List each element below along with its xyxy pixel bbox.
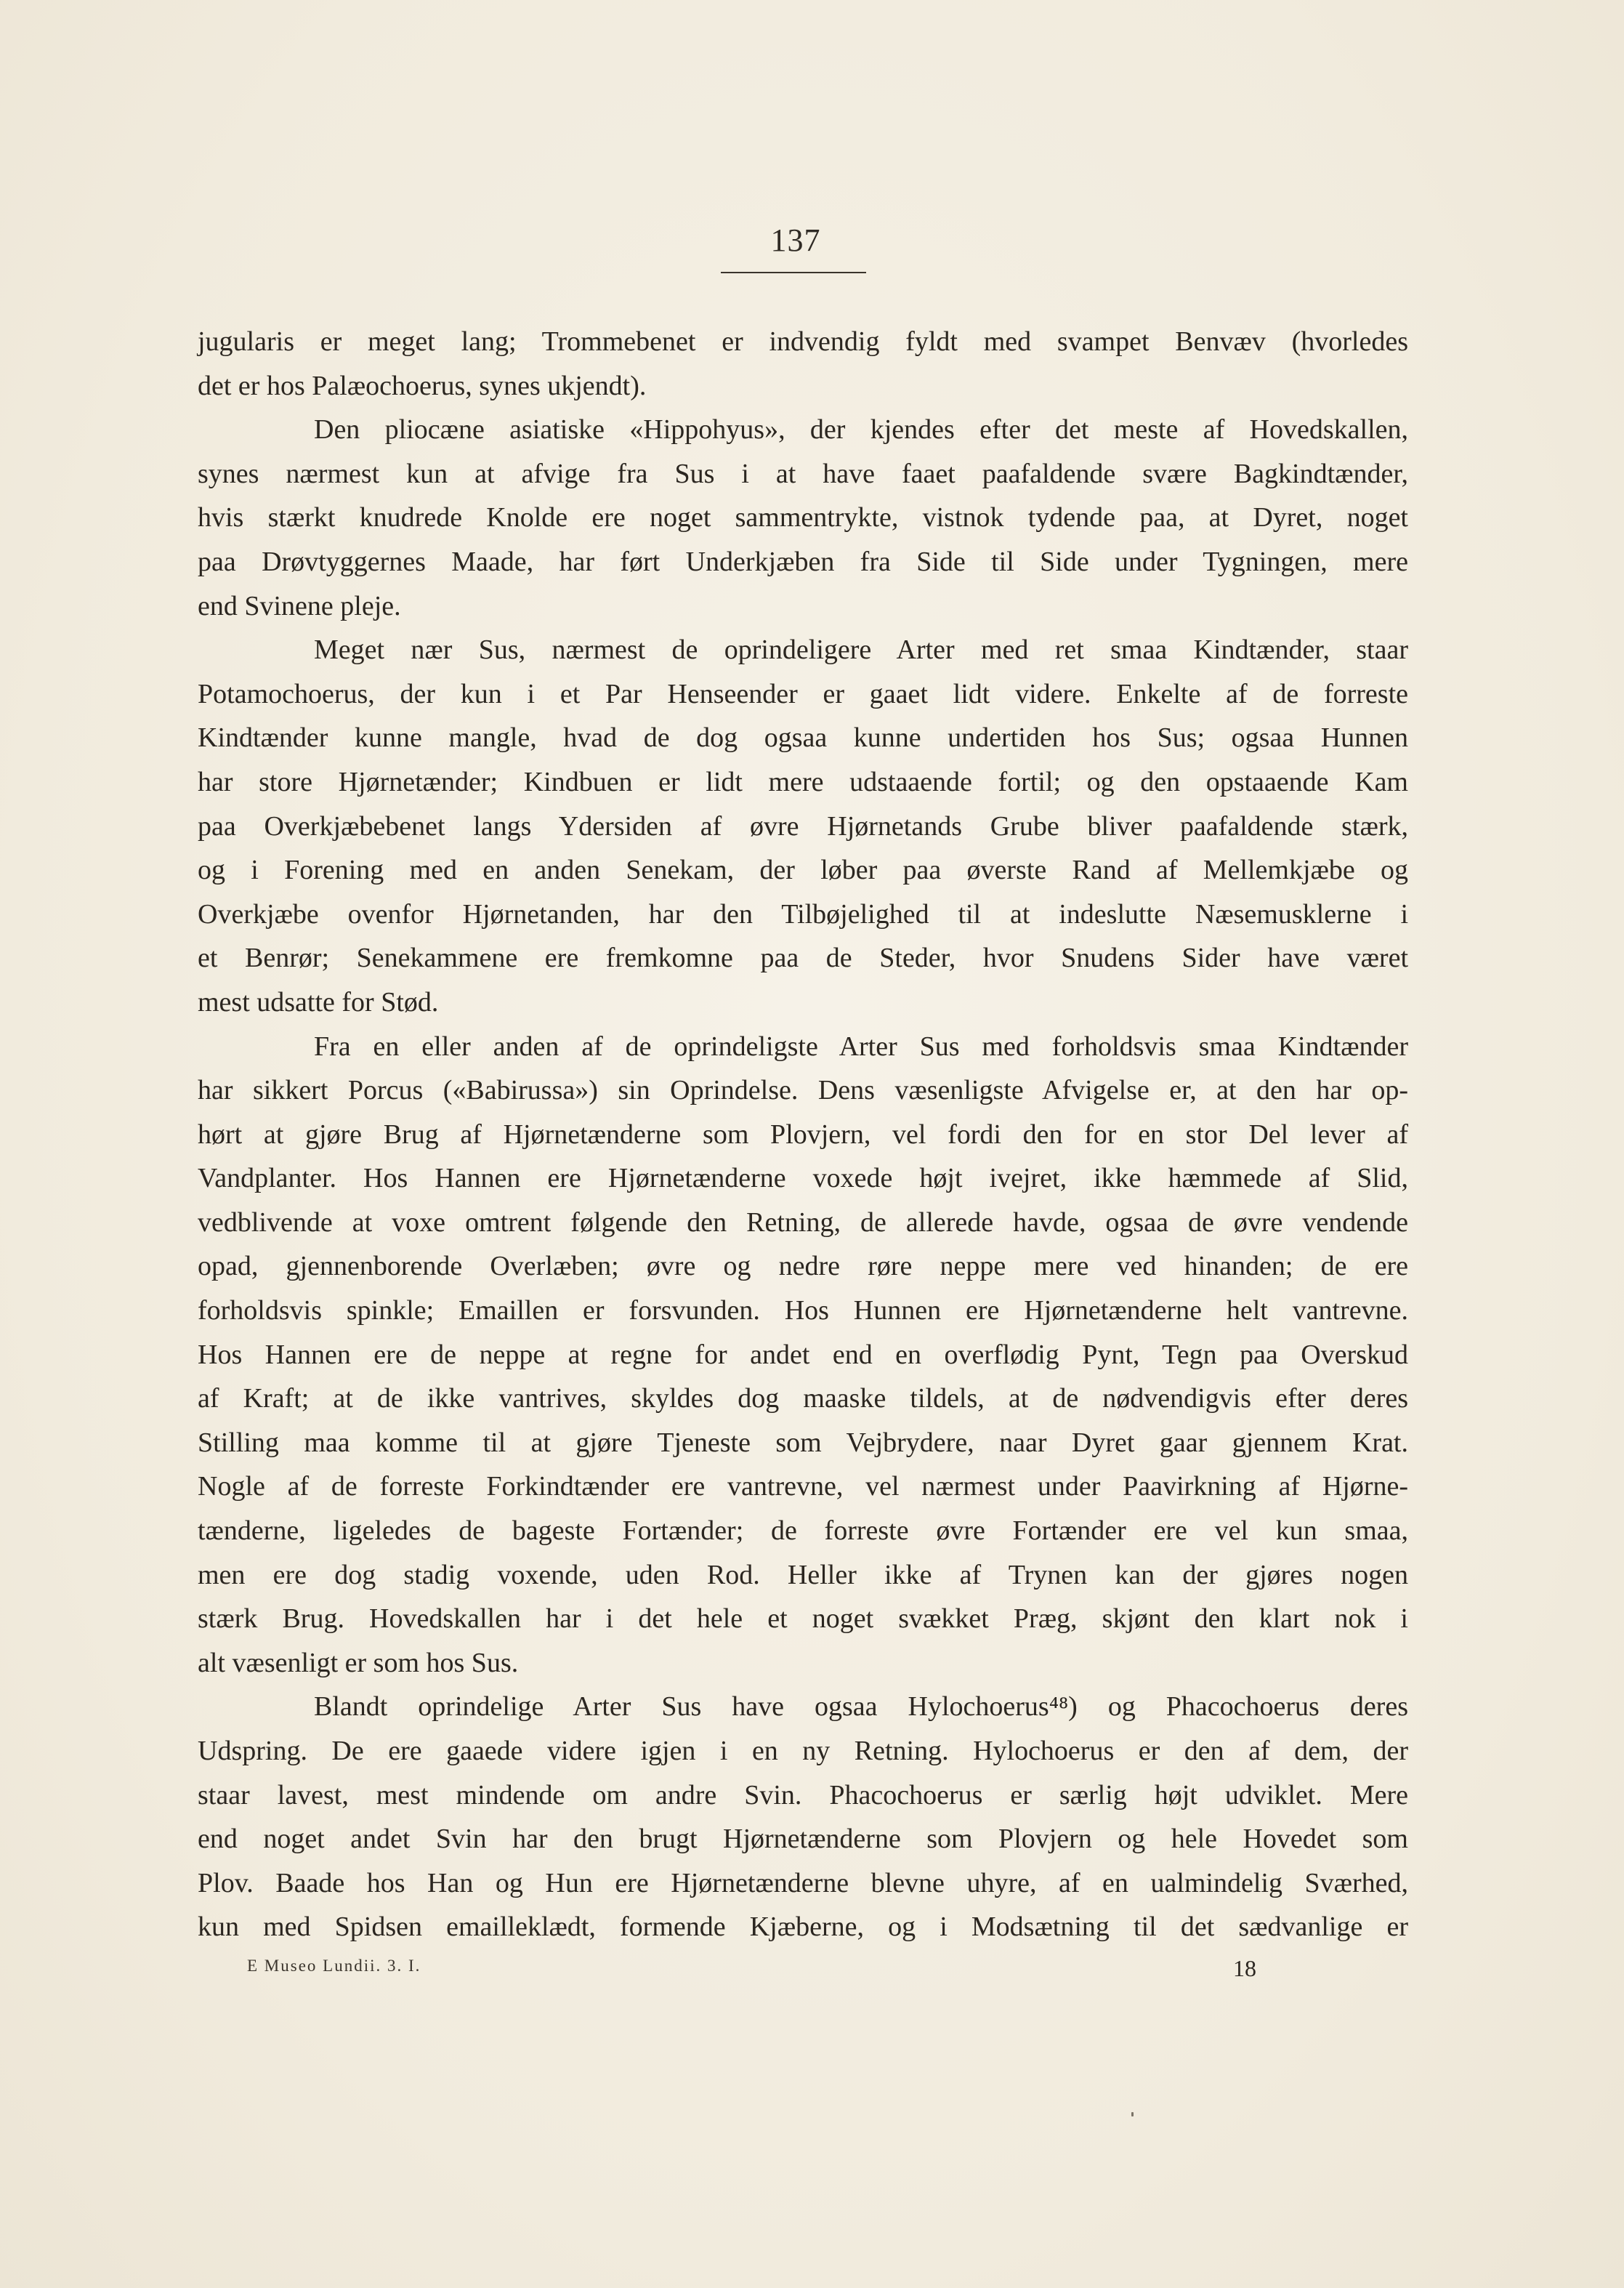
- text-line: Blandt oprindelige Arter Sus have ogsaa Hylochoerus⁴⁸) og Phacochoerus deres: [314, 1691, 1408, 1723]
- text-line: det er hos Palæochoerus, synes ukjendt).: [198, 370, 647, 401]
- text-line: men ere dog stadig voxende, uden Rod. Heller ikke af Trynen kan der gjøres nogen: [198, 1559, 1408, 1590]
- text-line: kun med Spidsen emailleklædt, formende Kjæberne, og i Modsætning til det sædvanlige er: [198, 1912, 1408, 1943]
- text-line: Den pliocæne asiatiske «Hippohyus», der kjendes efter det meste af Hovedskallen,: [314, 414, 1408, 446]
- text-line: end noget andet Svin har den brugt Hjørnetænderne som Plovjern og hele Hovedet som: [198, 1824, 1408, 1855]
- text-line: synes nærmest kun at afvige fra Sus i at have faaet paafaldende svære Bagkindtænder,: [198, 458, 1408, 489]
- text-line: jugularis er meget lang; Trommebenet er indvendig fyldt med svampet Benvæv (hvorledes: [198, 326, 1408, 357]
- text-line: paa Drøvtyggernes Maade, har ført Underkjæben fra Side til Side under Tygningen, mere: [198, 546, 1408, 577]
- text-line: mest udsatte for Stød.: [198, 986, 439, 1018]
- text-line: Nogle af de forreste Forkindtænder ere vantrevne, vel nærmest under Paavirkning af Hjørne-: [198, 1471, 1408, 1502]
- text-line: Vandplanter. Hos Hannen ere Hjørnetænderne voxede højt ivejret, ikke hæmmede af Slid,: [198, 1163, 1408, 1194]
- body-text: [198, 320, 1408, 1949]
- text-line: Stilling maa komme til at gjøre Tjeneste som Vejbrydere, naar Dyret gaar gjennem Krat.: [198, 1427, 1408, 1458]
- text-line: Plov. Baade hos Han og Hun ere Hjørnetænderne blevne uhyre, af en ualmindelig Sværhed,: [198, 1867, 1408, 1898]
- text-line: Meget nær Sus, nærmest de oprindeligere Arter med ret smaa Kindtænder, staar: [314, 635, 1408, 666]
- header-rule: [721, 272, 866, 273]
- text-line: staar lavest, mest mindende om andre Svin. Phacochoerus er særlig højt udviklet. Mere: [198, 1779, 1408, 1810]
- text-line: hvis stærkt knudrede Knolde ere noget sammentrykte, vistnok tydende paa, at Dyret, noget: [198, 502, 1408, 533]
- text-line: Kindtænder kunne mangle, hvad de dog ogsaa kunne undertiden hos Sus; ogsaa Hunnen: [198, 722, 1408, 754]
- text-line: hørt at gjøre Brug af Hjørnetænderne som Plovjern, vel fordi den for en stor Del lever af: [198, 1119, 1408, 1150]
- text-line: Potamochoerus, der kun i et Par Henseender er gaaet lidt videre. Enkelte af de forreste: [198, 678, 1408, 709]
- page-number: 137: [770, 222, 821, 258]
- text-line: tænderne, ligeledes de bageste Fortænder; de forreste øvre Fortænder ere vel kun smaa,: [198, 1515, 1408, 1547]
- text-line: end Svinene pleje.: [198, 590, 401, 621]
- paper-speck: [1131, 2112, 1134, 2116]
- text-line: af Kraft; at de ikke vantrives, skyldes dog maaske tildels, at de nødvendigvis efter deres: [198, 1383, 1408, 1414]
- footer-signature: E Museo Lundii. 3. I.: [247, 1957, 421, 1975]
- text-line: og i Forening med en anden Senekam, der løber paa øverste Rand af Mellemkjæbe og: [198, 855, 1408, 886]
- text-line: alt væsenligt er som hos Sus.: [198, 1647, 519, 1678]
- text-line: har store Hjørnetænder; Kindbuen er lidt mere udstaaende fortil; og den opstaaende Kam: [198, 766, 1408, 797]
- text-line: Fra en eller anden af de oprindeligste Arter Sus med forholdsvis smaa Kindtænder: [314, 1031, 1408, 1062]
- text-line: har sikkert Porcus («Babirussa») sin Oprindelse. Dens væsenligste Afvigelse er, at den har op-: [198, 1075, 1408, 1106]
- text-line: Hos Hannen ere de neppe at regne for andet end en overflødig Pynt, Tegn paa Overskud: [198, 1339, 1408, 1370]
- footer-sheet-number: 18: [1233, 1955, 1256, 1981]
- text-line: stærk Brug. Hovedskallen har i det hele et noget svækket Præg, skjønt den klart nok i: [198, 1603, 1408, 1635]
- text-line: forholdsvis spinkle; Emaillen er forsvunden. Hos Hunnen ere Hjørnetænderne helt vantrevne.: [198, 1295, 1408, 1326]
- text-line: paa Overkjæbebenet langs Ydersiden af øvre Hjørnetands Grube bliver paafaldende stærk,: [198, 810, 1408, 842]
- text-line: opad, gjennenborende Overlæben; øvre og nedre røre neppe mere ved hinanden; de ere: [198, 1251, 1408, 1282]
- text-line: Udspring. De ere gaaede videre igjen i en ny Retning. Hylochoerus er den af dem, der: [198, 1736, 1408, 1766]
- text-line: et Benrør; Senekammene ere fremkomne paa de Steder, hvor Snudens Sider have været: [198, 943, 1408, 974]
- text-line: Overkjæbe ovenfor Hjørnetanden, har den Tilbøjelighed til at indeslutte Næsemusklerne i: [198, 898, 1408, 930]
- text-line: vedblivende at voxe omtrent følgende den Retning, de allerede havde, ogsaa de øvre vendende: [198, 1207, 1408, 1238]
